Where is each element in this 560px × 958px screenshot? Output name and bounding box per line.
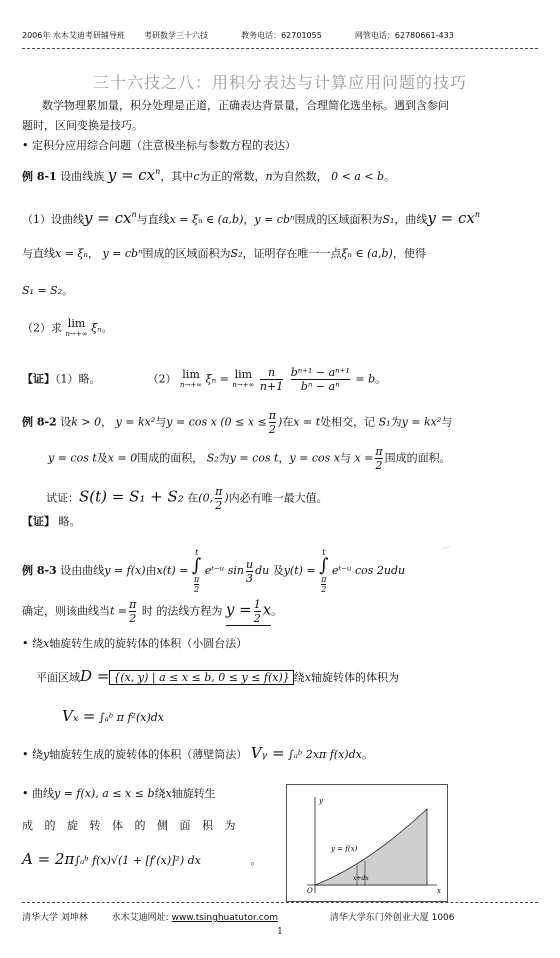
ex81-q1-line1: [22, 207, 542, 228]
ex81-q1-cb: y = cbⁿ: [254, 213, 295, 226]
bullet-surface-rest2: 轴旋转生: [171, 787, 216, 800]
intro-line-1: 数学物理累加量，积分处理是正道，正确表达背景量，合理简化选坐标。遇到含参问: [42, 99, 449, 112]
ex82-line2: [48, 445, 560, 472]
ex81-q1-line3: [22, 283, 542, 299]
bullet-y-y: y: [43, 748, 50, 761]
bullet-y-text: 绕: [32, 748, 43, 761]
ex81-q1-xi: x = ξₙ ∈ (a,b): [169, 213, 244, 226]
ex82-xt: x = t: [293, 415, 321, 429]
bullet-x-region: [36, 668, 556, 686]
bullet-x-region-label: 平面区域: [36, 671, 80, 684]
ex83-f: y = f(x): [104, 564, 146, 577]
ex81-q2-label: （2）求: [22, 321, 62, 335]
ex82-l2-frac: $\frac{\pi}{2}$: [375, 445, 383, 472]
ex83-t-eq: t =: [110, 604, 128, 618]
ex83-yt: y(t) =: [283, 564, 316, 577]
ex82-k: k > 0: [71, 415, 102, 429]
ex82-text-d: 在: [282, 415, 294, 429]
ex81-q1-xi2: x = ξₙ: [55, 247, 88, 260]
ex81-q1-line2a: 与直线: [22, 247, 55, 260]
ex82-l2-f: 围成的面积。: [384, 451, 451, 465]
bullet-surface-range: a ≤ x ≤ b: [102, 787, 155, 800]
ex81-text-b: ，其中: [160, 170, 194, 183]
ex82-text-g: 与: [441, 415, 453, 429]
header-course: 考研数学三十六技: [144, 31, 208, 40]
rotation-figure: [286, 784, 448, 902]
ex82-l2-x0: x = 0: [107, 451, 138, 465]
footer-site-link[interactable]: www.tsinghuatutor.com: [171, 913, 278, 923]
bullet-surface-dot: 。: [250, 854, 262, 867]
ex82-curve1: y = kx²: [115, 415, 156, 429]
bullet-y-end: 。: [361, 748, 373, 761]
ex82-proof: [22, 514, 542, 530]
ex81-s-equal: S₁ = S₂: [22, 284, 63, 297]
ex82-range-pre: (0 ≤ x ≤: [220, 415, 267, 429]
ex81-q1-line2c: 围成的区域面积为: [142, 247, 231, 260]
example-8-1-label: 例 8-1: [22, 170, 57, 183]
ex83-t-frac: $\frac{\pi}{2}$: [129, 598, 137, 625]
ex82-l2-cost: y = cos t: [229, 451, 279, 465]
ex81-q1-curve-2: $y = cx^n$: [427, 209, 481, 227]
section-heading-1: [22, 138, 542, 154]
example-8-1-statement: [22, 164, 542, 185]
ex82-try-eq: S(t) = S₁ + S₂: [79, 487, 184, 506]
ex81-q2: [22, 318, 542, 339]
ex81-q2-end: 。: [101, 321, 113, 335]
header-teach-phone-label: 教务电话：: [241, 31, 282, 40]
footer-univ: 清华大学: [22, 913, 59, 923]
ex83-text-c: 及: [272, 564, 284, 577]
ex81-q1-line3end: 。: [62, 284, 74, 297]
ex81-proof-lim2: lim n→+∞: [232, 368, 255, 389]
fig-label-dx: x+dx: [353, 875, 369, 882]
header-rule: [22, 48, 538, 49]
ex81-c: c: [193, 170, 200, 183]
ex81-q1-line2d: ，证明存在唯一一点: [242, 247, 342, 260]
bullet-x-volume: [62, 708, 560, 726]
ex81-text-a: 设曲线族: [60, 170, 105, 183]
ex81-q1-b: ，: [243, 213, 255, 226]
ex82-l2-a: 及: [96, 451, 108, 465]
page-number: 1: [277, 927, 283, 937]
ex82-try-int-end: ): [224, 491, 229, 505]
footer-site-label: 水木艾迪网址:: [111, 913, 169, 923]
header-year: 2006年: [22, 31, 51, 40]
ex83-normal-eq: y = $\frac{1}{2}$ x: [225, 598, 272, 625]
ex81-q1-d: ，曲线: [394, 213, 428, 226]
ex81-q1-c: 围成的区域面积为: [294, 213, 383, 226]
ex82-l2-b: 围成的面积，: [137, 451, 204, 465]
bullet-icon: •: [22, 787, 29, 800]
bullet-surface-curve: y = f(x),: [54, 787, 99, 800]
ex81-q1-line2e: ，使得: [392, 247, 426, 260]
bullet-x-Vx: Vₓ =: [62, 707, 96, 725]
watermark: ~: [437, 538, 455, 558]
ex81-proof-1: （1）略。: [55, 372, 101, 386]
ex82-try: [46, 485, 560, 512]
bullet-y-Vy-int: ∫ₐᵇ 2xπ f(x)dx: [288, 748, 362, 761]
fig-label-origin: O: [307, 887, 313, 895]
ex82-l2-e: 与: [340, 451, 351, 465]
ex83-int1: t ∫ $\frac{\pi}{2}$: [191, 548, 202, 594]
ex82-curve2: y = cos x: [166, 415, 217, 429]
bullet-rotation-y: [22, 745, 542, 763]
ex81-proof-result-end: 。: [375, 372, 387, 386]
ex81-q1-a: 与直线: [136, 213, 170, 226]
ex83-line2-end: 。: [271, 604, 283, 618]
ex81-q2-lim: lim n→+∞: [65, 317, 88, 338]
bullet-x-x: x: [43, 637, 50, 650]
ex81-proof-result: = b: [355, 372, 376, 386]
ex82-try-label: 试证：: [46, 491, 79, 505]
bullet-surface-formula: [22, 851, 282, 869]
ex83-integrand2: eᵗ⁻ᵘ cos 2udu: [332, 564, 406, 577]
bullet-icon: •: [22, 748, 29, 761]
ex82-l2-c: 为: [218, 451, 230, 465]
section-heading-1-text: 定积分应用综合问题（注意极坐标与参数方程的表达）: [32, 139, 296, 152]
ex82-try-frac: $\frac{\pi}{2}$: [215, 485, 223, 512]
page-title: 三十六技之八：用积分表达与计算应用问题的技巧: [92, 73, 467, 92]
ex81-text-d: 为自然数，: [272, 170, 328, 183]
ex81-q2-xi: ξₙ: [91, 321, 102, 335]
ex81-q1-cb-2: y = cbⁿ: [102, 247, 143, 260]
ex83-line2-a: 确定，则该曲线当: [22, 604, 110, 618]
ex81-proof-label: 【证】: [22, 372, 55, 386]
bullet-surface-A-int: ∫ₐᵇ f(x)√(1 + [f′(x)]²) dx: [74, 854, 201, 867]
example-8-2-statement: [22, 409, 542, 436]
ex82-try-int: (0,: [198, 491, 214, 505]
ex82-text-a: 设: [60, 415, 72, 429]
ex83-xt: x(t) =: [156, 564, 189, 577]
ex81-q1-xin: ξₙ ∈ (a,b): [341, 247, 393, 260]
ex81-q1-S2: S₂: [230, 247, 243, 260]
ex82-try-a: 在: [187, 491, 199, 505]
bullet-surface-x: x: [165, 787, 172, 800]
ex83-text-b: 由: [145, 564, 157, 577]
ex82-l2-x: x =: [354, 451, 374, 465]
bullet-x-Vx-int: ∫ₐᵇ π f²(x)dx: [99, 711, 164, 724]
fig-label-y: y: [319, 797, 323, 805]
fig-label-x: x: [437, 887, 441, 895]
ex81-proof: [22, 366, 542, 393]
ex81-proof-xin: ξₙ =: [205, 372, 229, 386]
ex82-proof-text: 略。: [58, 515, 81, 528]
fig-label-curve: y = f(x): [331, 845, 358, 853]
ex83-integrand1: eᵗ⁻ᵘ sin: [204, 564, 244, 577]
page-header: [22, 30, 538, 41]
footer-teacher: 刘坤林: [60, 913, 88, 923]
ex82-l2-curve: y = cos t: [48, 451, 97, 465]
bullet-surface: [22, 786, 542, 802]
ex83-du: du: [255, 564, 270, 577]
ex82-l2-d: ，: [278, 451, 290, 465]
bullet-y-rest: 轴旋转生成的旋转体的体积（薄壁筒法）: [49, 748, 248, 761]
ex81-proof-frac2: $\frac{\text{bⁿ⁺¹ − aⁿ⁺¹}}{\text{bⁿ − aⁿ}}$: [290, 366, 350, 393]
bullet-y-Vy: Vᵧ =: [250, 744, 285, 762]
example-8-3-statement: [22, 548, 542, 594]
ex83-sin-frac: $\frac{u}{3}$: [245, 557, 254, 585]
ex83-line2-b: 时 的法线方程为: [141, 604, 223, 618]
ex82-text-c: 与: [155, 415, 167, 429]
bullet-x-region-x: x: [304, 671, 311, 684]
ex83-text-a: 设由曲线: [60, 564, 105, 577]
ex81-q1-label: （1）设曲线: [22, 213, 84, 226]
ex83-line2: [22, 598, 542, 626]
ex82-l2-S2: S₂: [206, 451, 219, 465]
bullet-x-region-set: {(x, y) | a ≤ x ≤ b, 0 ≤ y ≤ f(x)}: [109, 670, 293, 685]
ex83-int2: t ∫ $\frac{\pi}{2}$: [319, 548, 329, 594]
header-office-phone-label: 网管电话：: [354, 31, 395, 40]
ex81-text-end: 。: [384, 170, 396, 183]
example-8-2-label: 例 8-2: [22, 415, 57, 429]
ex82-text-b: ，: [101, 415, 113, 429]
ex81-q1-line2b: ，: [87, 247, 99, 260]
bullet-surface-A: A = 2π: [22, 850, 75, 868]
footer-rule: [22, 902, 538, 903]
ex82-proof-label: 【证】: [22, 515, 55, 528]
bullet-icon: •: [22, 139, 29, 152]
ex82-S1: S₁: [378, 415, 391, 429]
ex82-curve1b: y = kx²: [401, 415, 442, 429]
ex81-proof-2: （2）: [147, 372, 177, 386]
ex81-proof-lim1: lim n→+∞: [180, 368, 203, 389]
ex82-text-f: 为: [390, 415, 402, 429]
bullet-x-region-b: 绕: [293, 671, 305, 684]
header-teach-phone: 62701055: [281, 31, 322, 40]
ex81-q1-line2: [22, 246, 542, 262]
ex82-range-post: ): [278, 415, 283, 429]
bullet-x-text: 绕: [32, 637, 43, 650]
bullet-rotation-x: [22, 636, 542, 652]
page-footer: [22, 910, 538, 923]
ex82-text-e: 处相交，记: [320, 415, 376, 429]
bullet-x-rest: 轴旋转生成的旋转体的体积（小圆台法）: [49, 637, 248, 650]
ex81-q1-curve: $y = cx^n$: [84, 209, 137, 227]
ex81-q1-S1: S₁: [382, 213, 395, 226]
bullet-icon: •: [22, 637, 29, 650]
ex81-text-c: 为正的常数，: [199, 170, 266, 183]
footer-address: 清华大学东门外创业大厦 1006: [329, 913, 455, 923]
ex81-proof-frac1: $\frac{n}{n+1}$: [259, 366, 284, 393]
ex81-condition: 0 < a < b: [331, 170, 385, 183]
example-8-3-label: 例 8-3: [22, 564, 57, 577]
bullet-x-D: D =: [80, 667, 110, 685]
ex81-n: n: [265, 170, 273, 183]
bullet-surface-rest: 绕: [154, 787, 166, 800]
rotation-figure-svg: [287, 785, 447, 901]
header-office-phone: 62780661-433: [394, 31, 454, 40]
bullet-surface-text: 曲线: [32, 787, 54, 800]
bullet-surface-line2: 成 的 旋 转 体 的 侧 面 积 为: [22, 819, 240, 832]
bullet-x-region-c: 轴旋转体的体积为: [311, 671, 399, 684]
intro-line-2: 题时，区间变换是技巧。: [22, 119, 143, 132]
ex82-l2-cosx: y = cos x: [289, 451, 340, 465]
ex81-formula: $y = cx^n$: [107, 166, 161, 184]
ex82-range-frac: $\frac{\pi}{2}$: [268, 409, 276, 436]
header-school: 水木艾迪考研辅导班: [52, 31, 125, 40]
ex82-try-b: 内必有唯一最大值。: [228, 491, 328, 505]
